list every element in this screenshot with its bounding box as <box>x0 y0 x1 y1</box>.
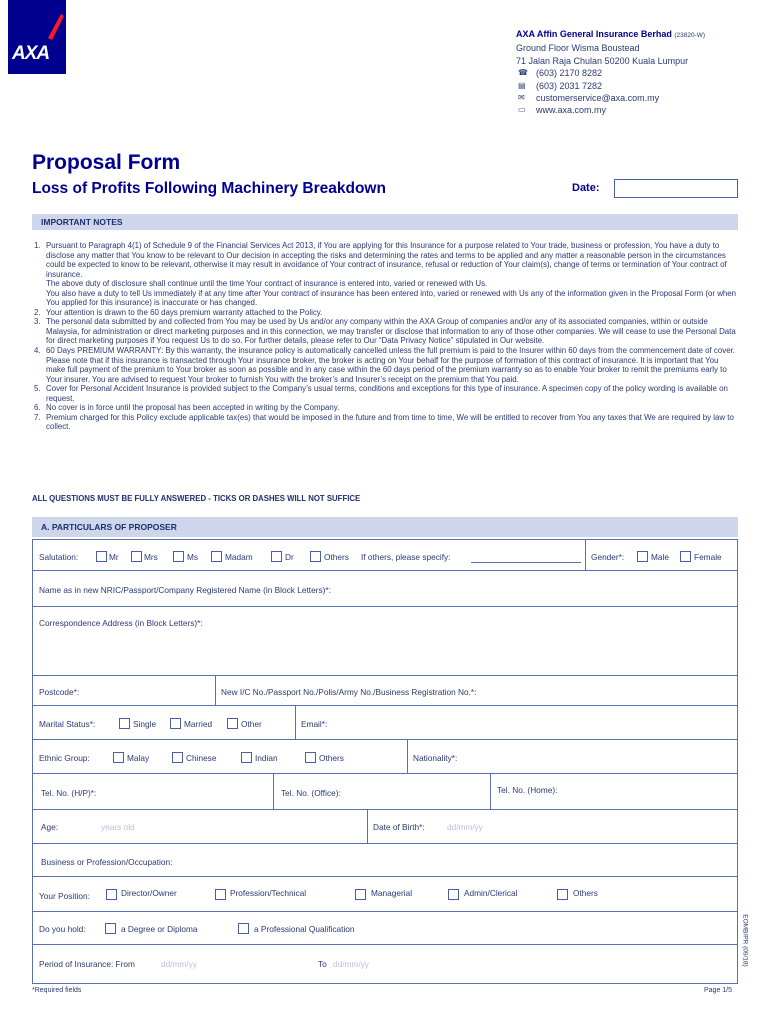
checkbox-position-others[interactable] <box>557 889 568 900</box>
note-text: Cover for Personal Accident Insurance is provided subject to the Company’s usual terms, conditions and exceptions for this type of insurance. A specimen copy of the policy wording is available on request. <box>46 384 728 403</box>
page-subtitle: Loss of Profits Following Machinery Breakdown <box>32 180 386 197</box>
checkbox-ms[interactable] <box>173 551 184 562</box>
ethnic-row <box>33 740 737 774</box>
checkbox-managerial[interactable] <box>355 889 366 900</box>
age-label: Age: <box>41 822 59 832</box>
checkbox-married[interactable] <box>170 718 181 729</box>
checkbox-single[interactable] <box>119 718 130 729</box>
company-details <box>516 28 705 117</box>
note-number: 6. <box>34 403 41 413</box>
page-number: Page 1/5 <box>704 987 733 994</box>
note-text: Your attention is drawn to the 60 days premium warranty attached to the Policy. <box>46 307 323 317</box>
checkbox-malay[interactable] <box>113 752 124 763</box>
checkbox-female[interactable] <box>680 551 691 562</box>
option-ethnic-others: Others <box>319 753 344 763</box>
checkbox-admin[interactable] <box>448 889 459 900</box>
required-fields-note: *Required fields <box>32 987 82 994</box>
address-row[interactable] <box>33 607 737 676</box>
period-to-label: To <box>318 959 327 969</box>
postcode-ic-row <box>33 676 737 706</box>
option-indian: Indian <box>255 753 278 763</box>
checkbox-indian[interactable] <box>241 752 252 763</box>
note-item <box>34 413 738 432</box>
option-chinese: Chinese <box>186 753 217 763</box>
note-number: 1. <box>34 241 41 250</box>
note-number: 5. <box>34 384 41 394</box>
option-admin: Admin/Clerical <box>464 888 518 898</box>
business-label: Business or Profession/Occupation: <box>41 857 173 867</box>
note-item <box>34 384 738 403</box>
option-director: Director/Owner <box>121 888 177 898</box>
position-row <box>33 877 737 912</box>
hold-label: Do you hold: <box>39 924 86 934</box>
option-professional-qualification: a Professional Qualification <box>254 924 355 934</box>
checkbox-dr[interactable] <box>271 551 282 562</box>
tel-office-label: Tel. No. (Office): <box>281 788 341 798</box>
age-dob-row <box>33 810 737 844</box>
nationality-label: Nationality*: <box>413 753 458 763</box>
important-notes-list <box>34 241 738 432</box>
note-text: Premium charged for this Policy exclude applicable tax(es) that would be imposed in the future and from time to time, We will be entitled to recover from You any taxes that We are required by law to collect. <box>46 412 734 432</box>
company-fax: (603) 2031 7282 <box>536 80 603 91</box>
divider <box>490 774 491 809</box>
address-label: Correspondence Address (in Block Letters)*: <box>39 618 203 628</box>
business-row[interactable] <box>33 844 737 877</box>
option-position-others: Others <box>573 888 598 898</box>
axa-logo <box>8 0 66 74</box>
note-text: 60 Days PREMIUM WARRANTY: By this warranty, the insurance policy is automatically cancelled unless the full premium is paid to the Insurer within 60 days from the commencement date of cover. Please note that if this insurance is transacted through Your insurance broker, the broker is acting on Your behalf for the purpose of formation of this contract of insurance. It is important that You make full payment of the premium to Your broker as soon as possible and in any case within the 60 days period of the premium warranty so as to enable Your broker to remit the premiums early to Your insurer. You are advised to request Your broker to furnish You with the broker’s and Insurer’s receipt on the premium that You paid. <box>46 346 735 384</box>
address-line-2: 71 Jalan Raja Chulan 50200 Kuala Lumpur <box>516 55 689 66</box>
option-degree: a Degree or Diploma <box>121 924 198 934</box>
checkbox-madam[interactable] <box>211 551 222 562</box>
divider <box>215 676 216 705</box>
gender-label: Gender*: <box>591 552 625 562</box>
note-text: Pursuant to Paragraph 4(1) of Schedule 9 of the Financial Services Act 2013, if You are applying for this Insurance for a purpose related to Your trade, business or profession, You have a duty to disclose any matter that You know to be relevant to Our decision in accepting the risks and determining the rates and terms to be applied and any matter a reasonable person in the circumstances could be expected to know to be relevant, otherwise it may result in avoidance of Your contract of insurance, refusal or reduction of Your claim(s), change of terms or termination of Your contract of insurance. The above duty of disclosure shall continue until the time Your contract of insurance is entered into, varied or renewed with Us. You also have a duty to tell Us immediately if at any time after Your contract of insurance has been entered into, varied or renewed with Us any of the information given in the Proposal Form (or when You applied for this insurance) is inaccurate or has changed. <box>46 241 737 308</box>
option-managerial: Managerial <box>371 888 413 898</box>
company-reg: (23820-W) <box>674 32 706 39</box>
salutation-label: Salutation: <box>39 552 79 562</box>
ic-label: New I/C No./Passport No./Polis/Army No./Business Registration No.*: <box>221 687 477 697</box>
checkbox-chinese[interactable] <box>172 752 183 763</box>
note-text: The personal data submitted by and collected from You may be used by Us and/or any company within the AXA Group of companies and/or any of its associated companies, within or outside Malaysia, for administration or direct marketing purposes and in this connection, we may transfer or disclose that information to any of those other companies. We will cease to use the Personal Data for direct marketing purposes if You request Us to do so. For further details, please refer to Our “Data Privacy Notice” stipulated in Our website. <box>46 317 736 346</box>
important-notes-heading: IMPORTANT NOTES <box>32 214 738 230</box>
period-to-field[interactable]: dd/mm/yy <box>333 959 369 969</box>
email-label: Email*: <box>301 719 328 729</box>
tel-hp-label: Tel. No. (H/P)*: <box>41 788 97 798</box>
date-field[interactable] <box>614 179 738 198</box>
checkbox-male[interactable] <box>637 551 648 562</box>
checkbox-other[interactable] <box>227 718 238 729</box>
company-phone: (603) 2170 8282 <box>536 68 603 79</box>
checkbox-ethnic-others[interactable] <box>305 752 316 763</box>
section-a-heading: A. PARTICULARS OF PROPOSER <box>32 517 738 537</box>
option-profession: Profession/Technical <box>230 888 307 898</box>
page-title: Proposal Form <box>32 151 181 174</box>
divider <box>585 540 586 570</box>
option-single: Single <box>133 719 157 729</box>
hold-row <box>33 912 737 945</box>
company-website[interactable]: www.axa.com.my <box>536 105 607 116</box>
period-from-field[interactable]: dd/mm/yy <box>161 959 197 969</box>
if-others-field[interactable] <box>471 562 581 563</box>
marital-email-row <box>33 706 737 740</box>
divider <box>367 810 368 843</box>
note-item <box>34 308 738 318</box>
salutation-row <box>33 540 737 571</box>
address-line-1: Ground Floor Wisma Boustead <box>516 43 640 54</box>
proposer-form <box>32 539 738 984</box>
form-code-text: EOMB/PR (09/18) <box>741 914 749 967</box>
date-label: Date: <box>572 182 600 194</box>
age-field[interactable]: years old <box>101 822 135 832</box>
divider <box>273 774 274 809</box>
tel-row <box>33 774 737 810</box>
tel-home-label: Tel. No. (Home): <box>497 785 558 795</box>
name-label: Name as in new NRIC/Passport/Company Registered Name (in Block Letters)*: <box>39 585 331 595</box>
fax-icon: ▤ <box>518 80 526 90</box>
divider <box>295 706 296 739</box>
checkbox-mrs[interactable] <box>131 551 142 562</box>
option-married: Married <box>184 719 213 729</box>
divider <box>407 740 408 773</box>
dob-field[interactable]: dd/mm/yy <box>447 822 483 832</box>
ethnic-label: Ethnic Group: <box>39 753 90 763</box>
checkbox-director[interactable] <box>106 889 117 900</box>
checkbox-others[interactable] <box>310 551 321 562</box>
note-text: No cover is in force until the proposal has been accepted in writing by the Company. <box>46 403 340 413</box>
note-number: 3. <box>34 317 41 327</box>
option-dr: Dr <box>285 552 294 562</box>
company-name: AXA Affin General Insurance Berhad <box>516 29 672 39</box>
period-from-label: Period of Insurance: From <box>39 959 135 969</box>
postcode-label: Postcode*: <box>39 687 80 697</box>
marital-label: Marital Status*: <box>39 719 96 729</box>
note-item <box>34 241 738 308</box>
if-others-label: If others, please specify: <box>361 552 451 562</box>
all-questions-notice: ALL QUESTIONS MUST BE FULLY ANSWERED - TICKS OR DASHES WILL NOT SUFFICE <box>32 494 361 503</box>
dob-label: Date of Birth*: <box>373 822 425 832</box>
checkbox-degree[interactable] <box>105 923 116 934</box>
name-row[interactable] <box>33 571 737 607</box>
checkbox-professional-qualification[interactable] <box>238 923 249 934</box>
option-female: Female <box>694 552 722 562</box>
period-row <box>33 945 737 983</box>
position-label: Your Position: <box>39 891 90 901</box>
option-madam: Madam <box>225 552 253 562</box>
option-others: Others <box>324 552 349 562</box>
option-ms: Ms <box>187 552 199 562</box>
note-item <box>34 346 738 384</box>
form-code <box>741 905 762 980</box>
option-male: Male <box>651 552 669 562</box>
note-number: 2. <box>34 307 41 317</box>
note-item <box>34 317 738 346</box>
computer-icon: ▭ <box>518 105 526 115</box>
logo-text: AXA <box>12 43 50 64</box>
email-icon: ✉ <box>518 93 525 103</box>
option-other: Other <box>241 719 262 729</box>
option-malay: Malay <box>127 753 150 763</box>
checkbox-mr[interactable] <box>96 551 107 562</box>
phone-icon: ☎ <box>518 68 528 78</box>
note-number: 4. <box>34 346 41 356</box>
note-number: 7. <box>34 412 41 422</box>
checkbox-profession[interactable] <box>215 889 226 900</box>
option-mr: Mr <box>109 552 119 562</box>
note-item <box>34 403 738 413</box>
company-email[interactable]: customerservice@axa.com.my <box>536 93 660 104</box>
option-mrs: Mrs <box>144 552 158 562</box>
